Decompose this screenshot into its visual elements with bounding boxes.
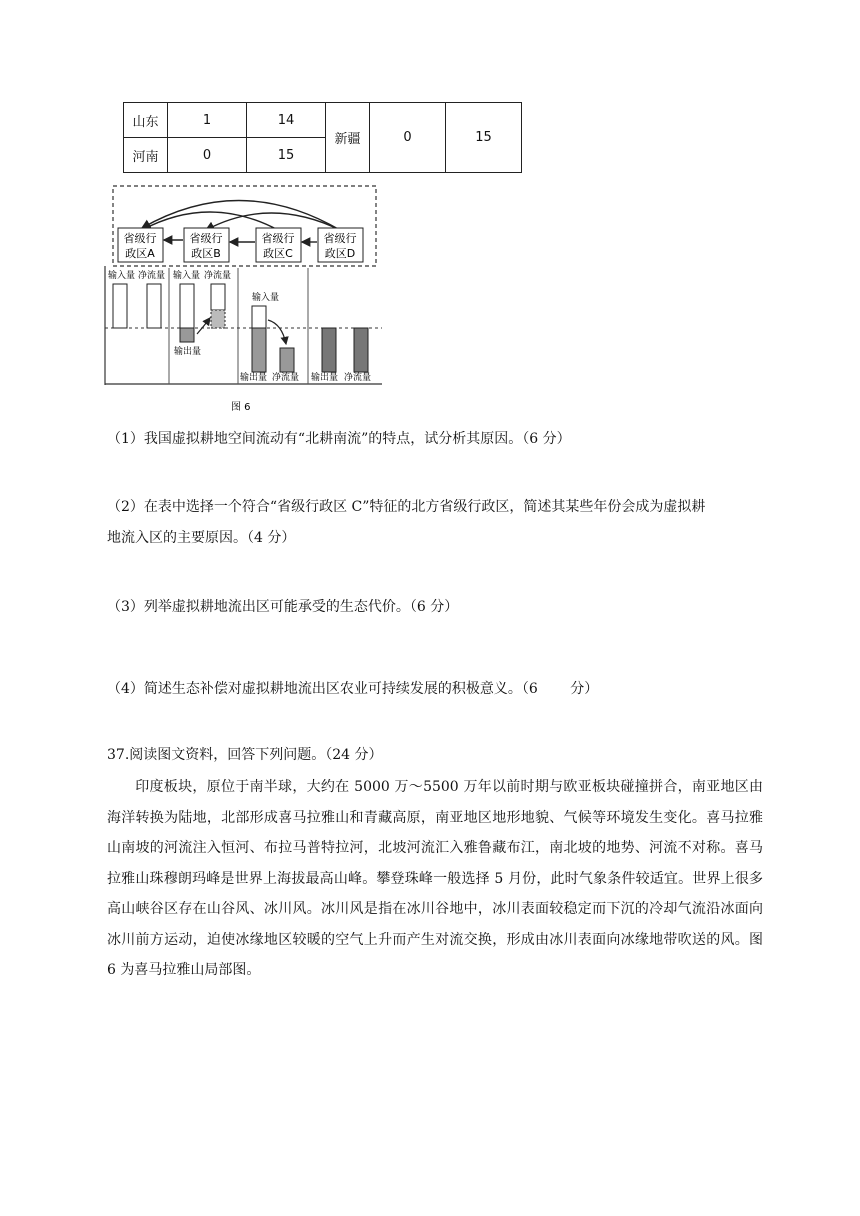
label-output-d: 输出量 bbox=[311, 373, 339, 383]
svg-text:政区D: 政区D bbox=[324, 247, 356, 260]
label-net-a: 净流量 bbox=[138, 271, 166, 281]
region-c-box bbox=[256, 228, 301, 262]
table-row bbox=[124, 103, 522, 138]
svg-text:政区A: 政区A bbox=[125, 247, 155, 260]
section-37-heading: 37.阅读图文资料，回答下列问题。（24 分） bbox=[107, 747, 383, 763]
bar-input-c bbox=[252, 306, 266, 328]
table-cell: 14 bbox=[247, 103, 326, 138]
label-net-b: 净流量 bbox=[204, 271, 232, 281]
bar-net-b bbox=[211, 284, 225, 310]
figure-caption: 图 6 bbox=[231, 402, 251, 413]
table-cell: 0 bbox=[370, 103, 446, 173]
virtual-farmland-flow-figure bbox=[100, 180, 390, 420]
table-cell: 15 bbox=[247, 138, 326, 173]
label-input-c: 输入量 bbox=[252, 293, 280, 303]
label-net-d: 净流量 bbox=[344, 373, 372, 383]
bar-output-b bbox=[180, 328, 194, 342]
label-net-c: 净流量 bbox=[272, 373, 300, 383]
question-2-line-1: （2）在表中选择一个符合“省级行政区 C”特征的北方省级行政区，简述其某些年份会成为虚拟耕 bbox=[107, 499, 706, 515]
label-output-c: 输出量 bbox=[240, 373, 268, 383]
section-37-paragraph: 印度板块，原位于南半球，大约在 5000 万～5500 万年以前时期与欧亚板块碰撞拼合，南亚地区由海洋转换为陆地，北部形成喜马拉雅山和青藏高原，南亚地区地形地貌、气候等环境发生变化。喜马拉雅山南坡的河流注入恒河、布拉马普特拉河，北坡河流汇入雅鲁藏布江，南北坡的地势、河流不对称。喜马拉雅山珠穆朗玛峰是世界上海拔最高山峰。攀登珠峰一般选择 5 月份，此时气象条件较适宜。世界上很多高山峡谷区存在山谷风、冰川风。冰川风是指在冰川谷地中，冰川表面较稳定而下沉的冷却气流沿冰面向冰川前方运动，迫使冰缘地区较暖的空气上升而产生对流交换，形成由冰川表面向冰缘地带吹送的风。图 6 为喜马拉雅山局部图。 bbox=[107, 779, 763, 978]
bar-output-c bbox=[252, 328, 266, 372]
question-1: （1）我国虚拟耕地空间流动有“北耕南流”的特点，试分析其原因。（6 分） bbox=[107, 431, 571, 447]
bar-net-a bbox=[147, 284, 161, 328]
question-2-line-2: 地流入区的主要原因。（4 分） bbox=[107, 530, 296, 546]
svg-text:省级行: 省级行 bbox=[261, 232, 295, 245]
table-cell: 15 bbox=[446, 103, 522, 173]
svg-text:政区B: 政区B bbox=[191, 247, 221, 260]
region-d-box bbox=[318, 228, 363, 262]
svg-text:省级行: 省级行 bbox=[323, 232, 357, 245]
province-table bbox=[123, 102, 522, 173]
table-cell: 河南 bbox=[124, 138, 168, 173]
table-cell: 0 bbox=[168, 138, 247, 173]
question-4: （4）简述生态补偿对虚拟耕地流出区农业可持续发展的积极意义。（6 分） bbox=[107, 681, 599, 697]
bar-input-b bbox=[180, 284, 194, 328]
table-cell: 山东 bbox=[124, 103, 168, 138]
table-cell: 新疆 bbox=[326, 103, 370, 173]
bar-input-a bbox=[113, 284, 127, 328]
bar-net-c bbox=[280, 348, 294, 372]
svg-text:政区C: 政区C bbox=[263, 247, 293, 260]
question-3: （3）列举虚拟耕地流出区可能承受的生态代价。（6 分） bbox=[107, 599, 459, 615]
table-cell: 1 bbox=[168, 103, 247, 138]
bar-net-d bbox=[354, 328, 368, 372]
region-b-box bbox=[184, 228, 229, 262]
label-input-b: 输入量 bbox=[173, 271, 201, 281]
bar-output-d bbox=[322, 328, 336, 372]
svg-text:省级行: 省级行 bbox=[123, 232, 157, 245]
label-input-a: 输入量 bbox=[108, 271, 136, 281]
region-a-box bbox=[118, 228, 163, 262]
label-output-b: 输出量 bbox=[174, 347, 202, 357]
svg-text:省级行: 省级行 bbox=[189, 232, 223, 245]
